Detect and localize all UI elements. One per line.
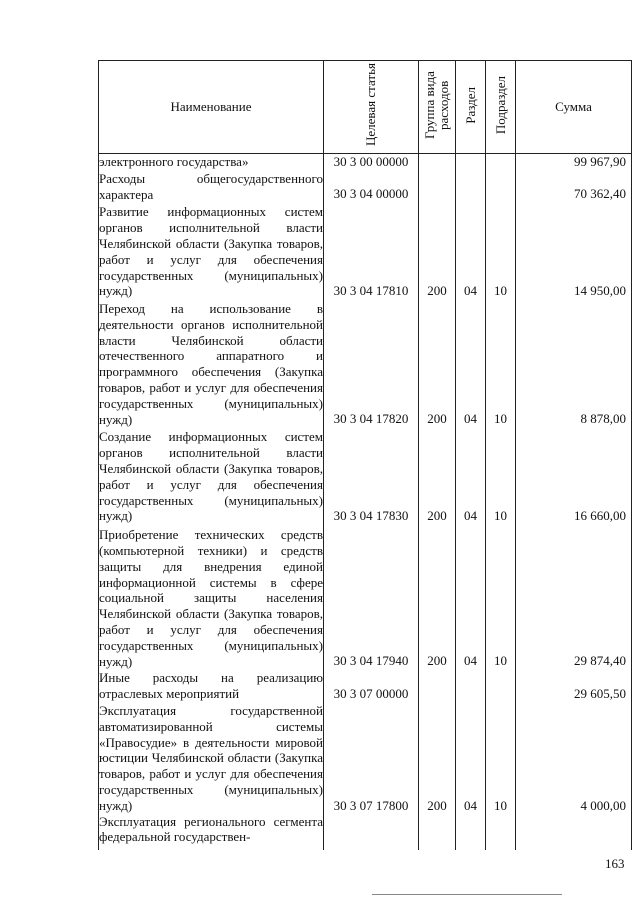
header-subsection: Подраздел bbox=[486, 61, 516, 154]
row-section: 04 bbox=[456, 299, 486, 427]
row-name: Эксплуатация регионального сегмента федеральной государствен- bbox=[99, 814, 324, 850]
row-section: 04 bbox=[456, 202, 486, 299]
header-sum: Сумма bbox=[516, 61, 632, 154]
row-sum: 99 967,90 bbox=[516, 154, 632, 171]
header-target-article: Целевая статья bbox=[324, 61, 419, 154]
row-subsection bbox=[486, 669, 516, 701]
row-section bbox=[456, 814, 486, 850]
row-name: Создание информационных систем органов исполнительной власти Челябинской области (Закупка товаров, работ и услуг для обеспечения государственных (муниципальных) нужд) bbox=[99, 427, 324, 524]
row-sum: 14 950,00 bbox=[516, 202, 632, 299]
table-row bbox=[99, 702, 632, 814]
row-group: 200 bbox=[419, 702, 456, 814]
row-code: 30 3 07 17800 bbox=[324, 702, 419, 814]
header-name: Наименование bbox=[99, 61, 324, 154]
row-sum: 4 000,00 bbox=[516, 702, 632, 814]
row-code bbox=[324, 814, 419, 850]
table-header-row bbox=[99, 61, 632, 154]
table-row bbox=[99, 154, 632, 171]
row-subsection: 10 bbox=[486, 299, 516, 427]
row-section bbox=[456, 154, 486, 171]
row-group bbox=[419, 154, 456, 171]
row-name: Расходы общегосударственного характера bbox=[99, 170, 323, 202]
row-section: 04 bbox=[456, 702, 486, 814]
row-group: 200 bbox=[419, 427, 456, 524]
row-sum: 16 660,00 bbox=[516, 427, 632, 524]
row-group bbox=[419, 170, 456, 202]
row-name: Эксплуатация государственной автоматизированной системы «Правосудие» в деятельности мировой юстиции Челябинской области (Закупка товаров, работ и услуг для обеспечения государственных (муниципальных) нужд) bbox=[99, 703, 323, 813]
row-name: Переход на использование в деятельности органов исполнительной власти Челябинской области отечественного аппаратного и программного обеспечения (Закупка товаров, работ и услуг для обеспечения государственных (муниципальных) нужд) bbox=[99, 300, 323, 427]
header-expense-group: Группа вида расходов bbox=[419, 61, 456, 154]
row-subsection: 10 bbox=[486, 427, 516, 524]
table-row bbox=[99, 427, 632, 524]
row-code: 30 3 04 17940 bbox=[324, 524, 419, 669]
row-sum bbox=[516, 814, 632, 850]
row-subsection bbox=[486, 170, 516, 202]
row-section bbox=[456, 170, 486, 202]
table-row bbox=[99, 170, 632, 202]
table-row bbox=[99, 299, 632, 427]
header-section: Раздел bbox=[456, 61, 486, 154]
row-name: электронного государства» bbox=[99, 154, 324, 171]
row-group: 200 bbox=[419, 524, 456, 669]
row-sum: 8 878,00 bbox=[516, 299, 632, 427]
row-sum: 29 605,50 bbox=[516, 669, 632, 701]
footer-divider bbox=[372, 894, 562, 895]
row-subsection: 10 bbox=[486, 524, 516, 669]
row-section: 04 bbox=[456, 524, 486, 669]
row-section bbox=[456, 669, 486, 701]
table-row bbox=[99, 524, 632, 669]
row-subsection: 10 bbox=[486, 202, 516, 299]
table-row bbox=[99, 202, 632, 299]
row-name: Иные расходы на реализацию отраслевых мероприятий bbox=[99, 670, 323, 701]
table-row bbox=[99, 669, 632, 701]
table-row bbox=[99, 814, 632, 850]
row-code: 30 3 04 17820 bbox=[324, 299, 419, 427]
row-code: 30 3 04 17810 bbox=[324, 202, 419, 299]
row-group: 200 bbox=[419, 202, 456, 299]
row-subsection: 10 bbox=[486, 702, 516, 814]
row-code: 30 3 04 00000 bbox=[324, 170, 419, 202]
row-code: 30 3 07 00000 bbox=[324, 669, 419, 701]
row-name: Приобретение технических средств (компьютерной техники) и средств защиты для внедрения единой информационной системы в сфере социальной защиты населения Челябинской области (Закупка товаров, работ и услуг для обеспечения государственных (муниципальных) нужд) bbox=[99, 524, 324, 669]
row-subsection bbox=[486, 154, 516, 171]
row-section: 04 bbox=[456, 427, 486, 524]
row-code: 30 3 00 00000 bbox=[324, 154, 419, 171]
row-name: Развитие информационных систем органов исполнительной власти Челябинской области (Закупка товаров, работ и услуг для обеспечения государственных (муниципальных) нужд) bbox=[99, 202, 324, 299]
row-group bbox=[419, 814, 456, 850]
page-number: 163 bbox=[605, 856, 625, 871]
row-subsection bbox=[486, 814, 516, 850]
row-sum: 29 874,40 bbox=[516, 524, 632, 669]
row-code: 30 3 04 17830 bbox=[324, 427, 419, 524]
row-group bbox=[419, 669, 456, 701]
row-sum: 70 362,40 bbox=[516, 170, 632, 202]
budget-table bbox=[98, 60, 632, 850]
row-group: 200 bbox=[419, 299, 456, 427]
